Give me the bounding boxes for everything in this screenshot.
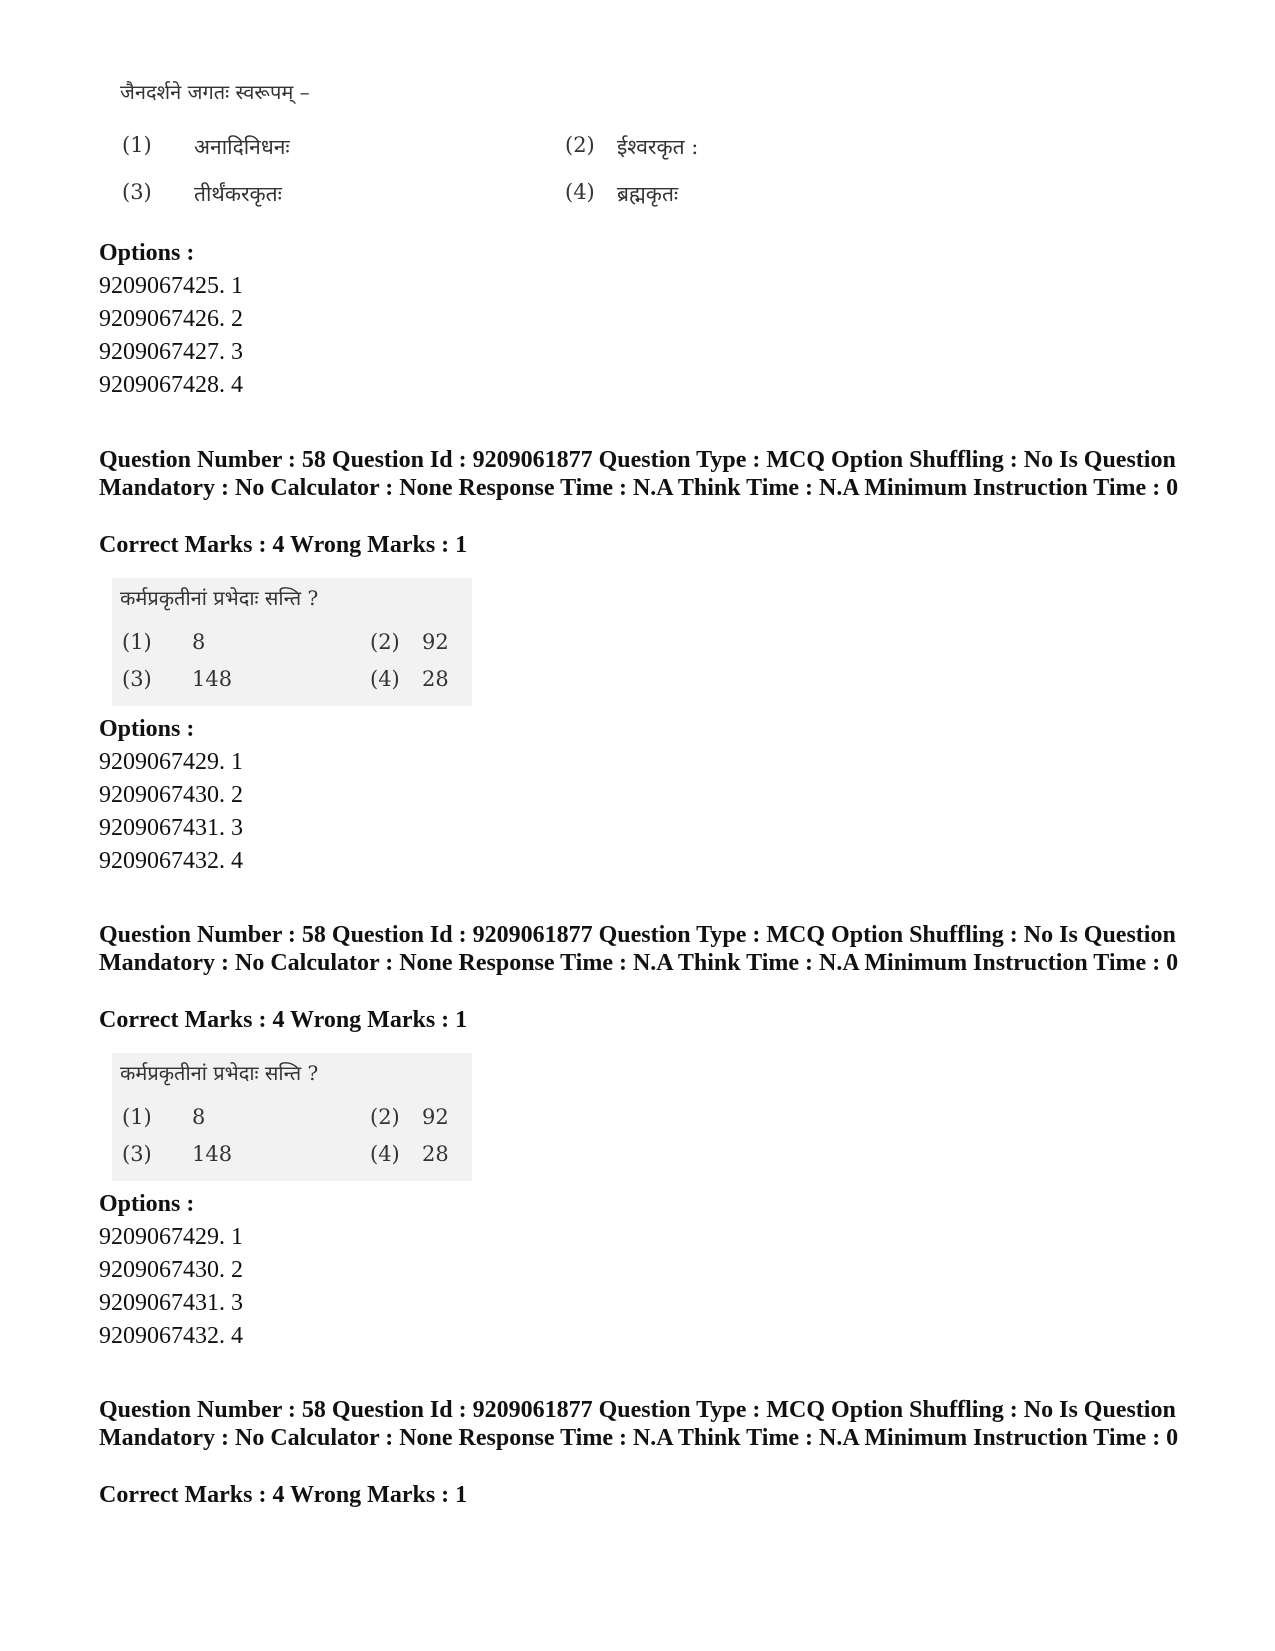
option-number: (2) [565, 133, 595, 157]
option-text: 92 [422, 1105, 449, 1129]
option-text: ब्रह्मकृतः [617, 182, 679, 206]
option-text: 92 [422, 630, 449, 654]
option-2 [565, 133, 699, 159]
question-image-1 [112, 70, 732, 220]
option-id-line: 9209067427. 3 [99, 339, 243, 365]
question-marks: Correct Marks : 4 Wrong Marks : 1 [99, 1482, 468, 1508]
option-1 [122, 1105, 206, 1129]
option-id-line: 9209067430. 2 [99, 1257, 243, 1283]
option-id-line: 9209067429. 1 [99, 1224, 243, 1250]
option-4 [565, 180, 679, 206]
option-id-line: 9209067431. 3 [99, 815, 243, 841]
option-number: (4) [370, 1142, 400, 1166]
option-id-line: 9209067431. 3 [99, 1290, 243, 1316]
option-id-line: 9209067432. 4 [99, 1323, 243, 1349]
option-text: 28 [422, 1142, 449, 1166]
option-2 [370, 630, 449, 654]
options-heading: Options : [99, 716, 195, 742]
option-text: 28 [422, 667, 449, 691]
option-number: (2) [370, 630, 400, 654]
option-1 [122, 133, 290, 159]
option-4 [370, 667, 449, 691]
option-id-line: 9209067428. 4 [99, 372, 243, 398]
option-id-line: 9209067432. 4 [99, 848, 243, 874]
option-number: (4) [370, 667, 400, 691]
question-meta: Question Number : 58 Question Id : 9209061877 Question Type : MCQ Option Shuffling : No Is Question Mandatory : No Calculator : None Response Time : N.A Think Time : N.A Minimum Instruction Time : 0 [99, 922, 1179, 976]
question-stem: जैनदर्शने जगतः स्वरूपम् – [120, 80, 310, 104]
option-text: 8 [192, 1105, 206, 1129]
option-number: (2) [370, 1105, 400, 1129]
option-text: तीर्थंकरकृतः [194, 182, 282, 206]
option-number: (3) [122, 667, 152, 691]
options-heading: Options : [99, 1191, 195, 1217]
question-marks: Correct Marks : 4 Wrong Marks : 1 [99, 1007, 468, 1033]
option-4 [370, 1142, 449, 1166]
option-number: (1) [122, 630, 152, 654]
option-3 [122, 1142, 233, 1166]
option-text: ईश्वरकृत : [617, 135, 699, 159]
option-1 [122, 630, 206, 654]
options-heading: Options : [99, 240, 195, 266]
option-3 [122, 180, 282, 206]
question-marks: Correct Marks : 4 Wrong Marks : 1 [99, 532, 468, 558]
question-image-3 [112, 1053, 472, 1181]
option-number: (1) [122, 1105, 152, 1129]
option-3 [122, 667, 233, 691]
question-stem: कर्मप्रकृतीनां प्रभेदाः सन्ति ? [120, 586, 319, 610]
question-meta: Question Number : 58 Question Id : 9209061877 Question Type : MCQ Option Shuffling : No Is Question Mandatory : No Calculator : None Response Time : N.A Think Time : N.A Minimum Instruction Time : 0 [99, 447, 1179, 501]
option-text: अनादिनिधनः [194, 135, 290, 159]
option-text: 148 [192, 667, 233, 691]
question-stem: कर्मप्रकृतीनां प्रभेदाः सन्ति ? [120, 1061, 319, 1085]
option-id-line: 9209067430. 2 [99, 782, 243, 808]
option-number: (3) [122, 180, 152, 204]
option-number: (4) [565, 180, 595, 204]
option-id-line: 9209067425. 1 [99, 273, 243, 299]
option-number: (1) [122, 133, 152, 157]
option-id-line: 9209067426. 2 [99, 306, 243, 332]
option-number: (3) [122, 1142, 152, 1166]
question-image-2 [112, 578, 472, 706]
option-text: 8 [192, 630, 206, 654]
question-meta: Question Number : 58 Question Id : 9209061877 Question Type : MCQ Option Shuffling : No Is Question Mandatory : No Calculator : None Response Time : N.A Think Time : N.A Minimum Instruction Time : 0 [99, 1397, 1179, 1451]
option-text: 148 [192, 1142, 233, 1166]
option-id-line: 9209067429. 1 [99, 749, 243, 775]
option-2 [370, 1105, 449, 1129]
